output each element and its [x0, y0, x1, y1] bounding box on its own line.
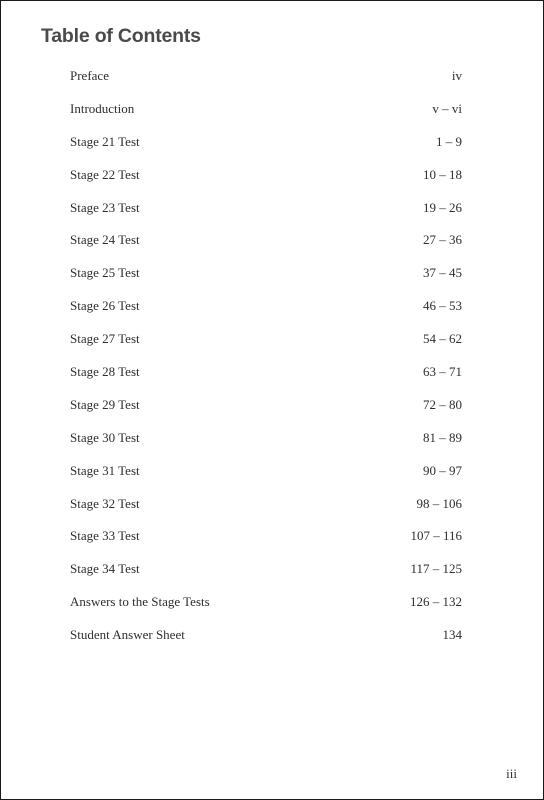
toc-entry-pages: 107 – 116: [410, 528, 462, 544]
toc-entry: [70, 430, 462, 463]
toc-entry-pages: 134: [442, 627, 462, 643]
toc-entry-label: Stage 27 Test: [70, 331, 140, 347]
toc-entry: [70, 496, 462, 529]
toc-entry-pages: 27 – 36: [423, 232, 462, 248]
toc-entry-pages: 19 – 26: [423, 199, 462, 215]
toc-entry-pages: v – vi: [432, 100, 462, 116]
toc-entry: [70, 528, 462, 561]
toc-entry: [70, 101, 462, 134]
toc-entry-pages: 46 – 53: [423, 298, 462, 314]
toc-entry-pages: 54 – 62: [423, 331, 462, 347]
toc-entry-label: Stage 23 Test: [70, 199, 140, 215]
toc-entry: [70, 134, 462, 167]
toc-entry-label: Stage 31 Test: [70, 462, 140, 478]
toc-entry-pages: 117 – 125: [410, 561, 462, 577]
toc-entry-label: Stage 34 Test: [70, 561, 140, 577]
toc-entry-pages: iv: [451, 68, 462, 83]
toc-entry-pages: 126 – 132: [410, 594, 462, 610]
toc-entry-label: Stage 29 Test: [70, 396, 140, 412]
table-of-contents: [70, 68, 462, 660]
toc-entry-pages: 10 – 18: [423, 166, 462, 182]
toc-entry: [70, 200, 462, 233]
toc-entry-pages: 81 – 89: [423, 429, 462, 445]
toc-entry: [70, 232, 462, 265]
toc-entry-label: Stage 22 Test: [70, 166, 140, 182]
toc-entry-pages: 1 – 9: [436, 133, 462, 149]
toc-entry-label: Stage 21 Test: [70, 133, 140, 149]
toc-entry: [70, 331, 462, 364]
toc-entry: [70, 594, 462, 627]
page-number: iii: [506, 766, 517, 781]
toc-entry-label: Stage 25 Test: [70, 265, 140, 281]
toc-entry: [70, 68, 462, 101]
toc-entry-pages: 90 – 97: [423, 462, 462, 478]
toc-entry-label: Stage 24 Test: [70, 232, 140, 248]
toc-entry-label: Stage 33 Test: [70, 528, 140, 544]
toc-entry: [70, 397, 462, 430]
toc-entry-pages: 37 – 45: [423, 265, 462, 281]
toc-entry-pages: 63 – 71: [423, 364, 462, 380]
page-title: Table of Contents: [41, 25, 201, 47]
toc-entry: [70, 265, 462, 298]
toc-entry-label: Student Answer Sheet: [70, 627, 185, 643]
toc-entry-label: Stage 26 Test: [70, 298, 140, 314]
toc-entry: [70, 167, 462, 200]
toc-entry-pages: 98 – 106: [416, 495, 462, 511]
toc-entry-pages: 72 – 80: [423, 396, 462, 412]
toc-entry: [70, 463, 462, 496]
toc-entry-label: Answers to the Stage Tests: [70, 594, 210, 610]
toc-entry-label: Preface: [70, 68, 109, 83]
toc-entry: [70, 627, 462, 660]
toc-entry: [70, 364, 462, 397]
toc-entry-label: Introduction: [70, 100, 135, 116]
toc-entry: [70, 561, 462, 594]
toc-entry-label: Stage 28 Test: [70, 364, 140, 380]
toc-entry-label: Stage 30 Test: [70, 429, 140, 445]
toc-entry-label: Stage 32 Test: [70, 495, 140, 511]
toc-entry: [70, 298, 462, 331]
